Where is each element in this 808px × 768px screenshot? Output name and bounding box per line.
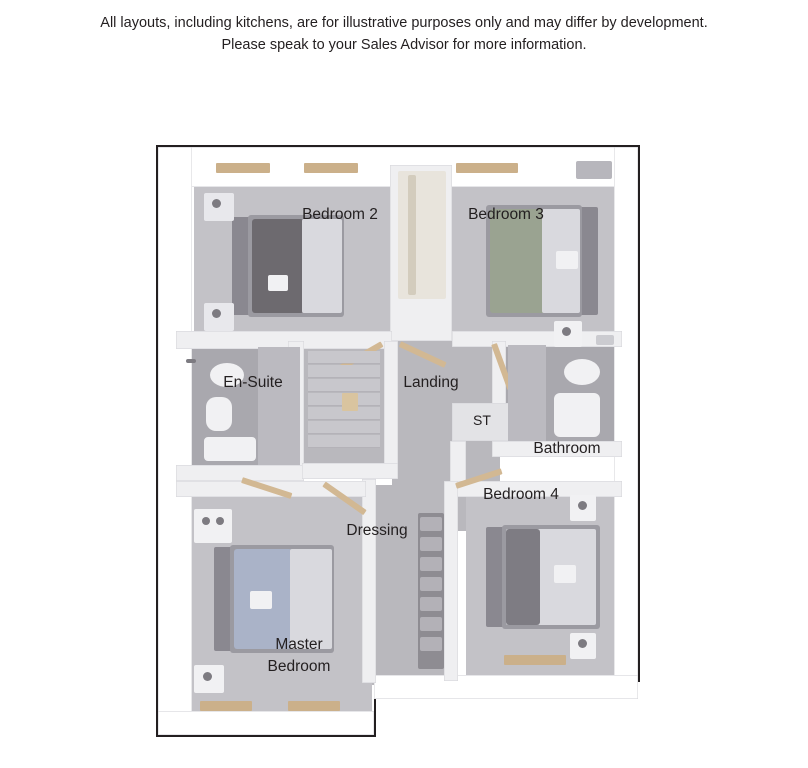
master-dresser-item-1 (202, 517, 210, 525)
bathroom-basin (564, 359, 600, 385)
bed2-pillow (268, 275, 288, 291)
stair-step (308, 365, 380, 377)
stair-newel-post (342, 393, 358, 411)
bed3-duvet (490, 209, 546, 313)
bed2-duvet (252, 219, 304, 313)
ensuite-shower-tray (204, 437, 256, 461)
dressing-shelf (420, 597, 442, 611)
bed3-lamp (562, 327, 571, 336)
dressing-shelf (420, 557, 442, 571)
bed4-lamp-top (578, 501, 587, 510)
bathroom-window (596, 335, 614, 345)
room-label-bathroom: Bathroom (533, 440, 601, 457)
bed4-lamp-bottom (578, 639, 587, 648)
bed3-pillow (556, 251, 578, 269)
dressing-shelf (420, 637, 442, 651)
room-label-dressing: Dressing (346, 522, 408, 539)
stair-step (308, 421, 380, 433)
room-label-bedroom-2: Bedroom 2 (302, 206, 378, 223)
wall-stairs-landing (384, 341, 398, 473)
bed3-window-top (456, 163, 518, 173)
bathroom-bath (554, 393, 600, 437)
room-label-master-line-1: Master (275, 636, 323, 653)
room-label-en-suite: En-Suite (223, 374, 283, 391)
master-sheet (290, 549, 332, 649)
ensuite-tile-strip (258, 347, 300, 465)
ensuite-towel-rail (186, 359, 196, 363)
stair-step (308, 351, 380, 363)
disclaimer-line-1: All layouts, including kitchens, are for illustrative purposes only and may differ by development. (100, 15, 708, 31)
floorplan (156, 145, 640, 737)
room-label-bedroom-4: Bedroom 4 (483, 486, 559, 503)
bed2-window-top-right (304, 163, 358, 173)
room-label-master-line-2: Bedroom (267, 658, 331, 675)
bed4-duvet (506, 529, 540, 625)
master-dresser-item-2 (216, 517, 224, 525)
bed2-lamp-bottom (212, 309, 221, 318)
wall-dressing-right (444, 481, 458, 681)
bed2-lamp-top (212, 199, 221, 208)
stair-step (308, 379, 380, 391)
dressing-shelf (420, 617, 442, 631)
master-window-left (200, 701, 252, 711)
wall-ensuite-bottom (176, 465, 304, 481)
wall-exterior-bottom-right (374, 675, 638, 699)
room-label-bedroom-3: Bedroom 3 (468, 206, 544, 223)
master-dresser (194, 509, 232, 543)
bed3-wardrobe (576, 161, 612, 179)
room-label-storage: ST (473, 412, 491, 428)
disclaimer-line-2: Please speak to your Sales Advisor for more information. (221, 37, 587, 53)
ensuite-toilet (206, 397, 232, 431)
master-lamp (203, 672, 212, 681)
bed3-headboard (580, 207, 598, 315)
bed2-sheet (302, 219, 342, 313)
master-window-right (288, 701, 340, 711)
bed4-pillow (554, 565, 576, 583)
upper-cupboard-rail (408, 175, 416, 295)
wall-exterior-right (614, 147, 638, 681)
stair-step (308, 435, 380, 447)
wall-stairs-bottom (302, 463, 398, 479)
wall-exterior-bottom (158, 711, 374, 735)
dressing-shelf (420, 577, 442, 591)
bathroom-tile-strip (508, 345, 546, 441)
master-pillow (250, 591, 272, 609)
bed4-window (504, 655, 566, 665)
upper-cupboard (398, 171, 446, 299)
bed2-window-top-left (216, 163, 270, 173)
wall-exterior-left (158, 147, 192, 735)
room-label-landing: Landing (403, 374, 459, 391)
disclaimer-text (0, 12, 808, 56)
